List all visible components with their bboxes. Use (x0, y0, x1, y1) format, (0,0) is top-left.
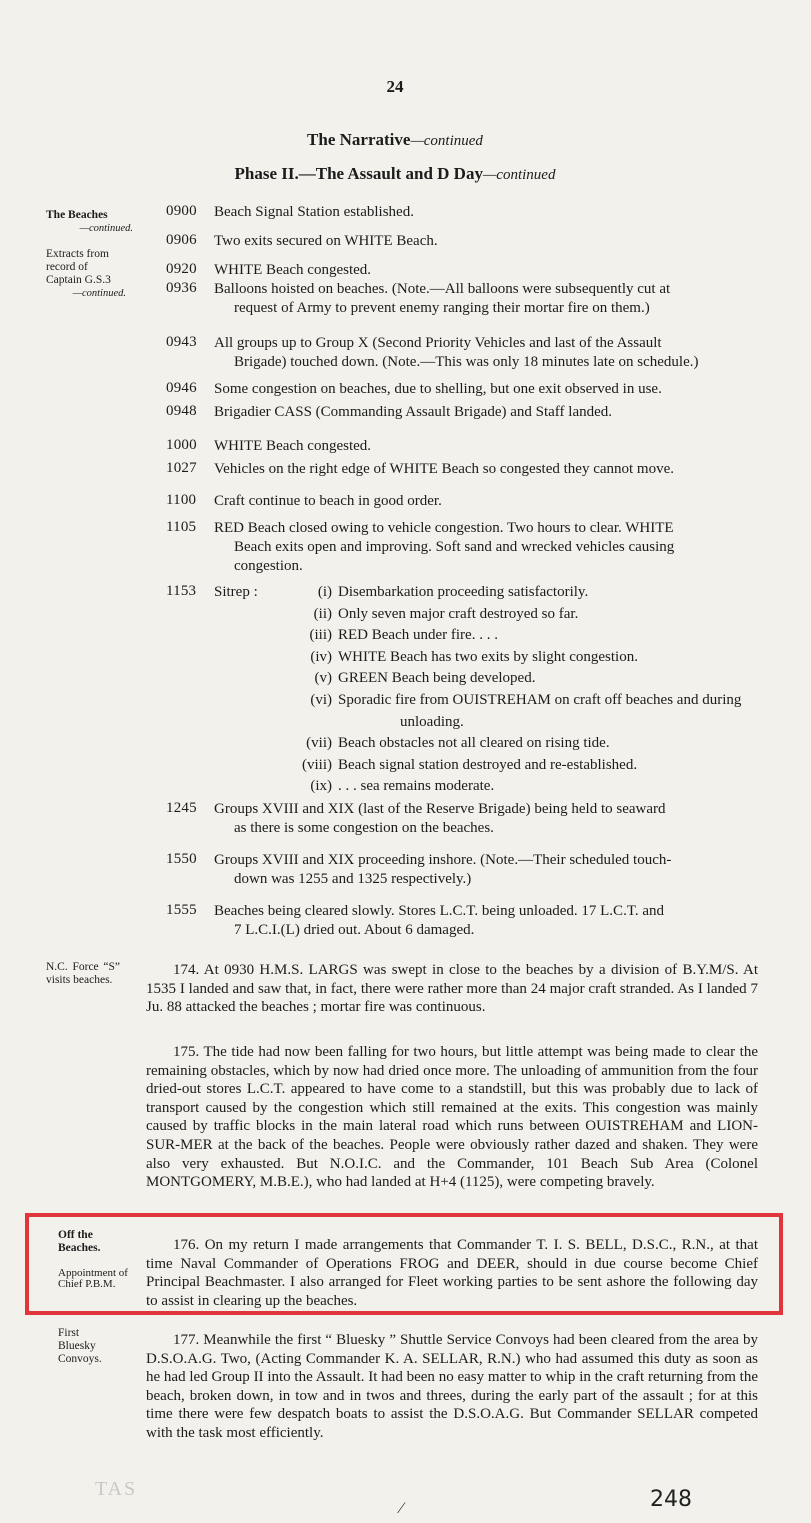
sitrep-item-text: Beach signal station destroyed and re-established. (338, 756, 638, 773)
page-number: 24 (386, 77, 404, 96)
paragraph-174 (146, 961, 758, 1017)
sitrep-item-number: (iii) (309, 627, 332, 644)
margin-note-extracts (46, 248, 126, 300)
log-entry-time: 1555 (166, 902, 197, 918)
footer-page-number: 248 (650, 1487, 692, 1512)
margin-note-extracts-cont: —continued. (72, 288, 126, 299)
sitrep-item (276, 713, 464, 732)
section-heading (0, 130, 790, 150)
log-entry-line: Groups XVIII and XIX (last of the Reserve Brigade) being held to seaward (214, 801, 666, 817)
log-entry-line: WHITE Beach congested. (214, 438, 372, 454)
sitrep-item (214, 734, 610, 753)
log-entry-time: 0943 (166, 334, 197, 350)
log-entry-line: Groups XVIII and XIX proceeding inshore. (Note.—Their scheduled touch- (214, 852, 672, 868)
log-entry-line: Beach Signal Station established. (214, 204, 414, 220)
log-entry-text (214, 280, 759, 318)
sitrep-item-number: (i) (317, 584, 332, 600)
sitrep-item-text: RED Beach under fire. . . . (338, 627, 498, 644)
margin-note-extracts-text: Extracts from record of Captain G.S.3 (46, 248, 111, 286)
sitrep-item (214, 626, 498, 645)
sitrep-label: Sitrep : (214, 584, 258, 600)
log-entry-text (214, 403, 759, 422)
log-entry-line: Craft continue to beach in good order. (214, 493, 442, 509)
margin-note-appointment: Appointment of Chief P.B.M. (58, 1267, 128, 1290)
sitrep-item-number: (vi) (310, 692, 332, 708)
paragraph-175-text: 175. The tide had now been falling for two hours, but little attempt was being made to clear the remaining obstacles, which by now had dried once more. The unloading of ammunition from the four dried-out stores L.C.T. appeared to have come to a standstill, but this was probably due to lack of transport caused by the congestion which still remained at the exits. This congestion was mainly caused by traffic blocks in the main lateral road which runs between OUISTREHAM and LION-SUR-MER at the back of the beaches. People were obviously rather dazed and shaken. They were also very exhausted. But N.O.I.C. and the Commander, 101 Beach Sub Area (Colonel MONTGOMERY, M.B.E.), who had landed at H+4 (1125), were competing bravely. (146, 1044, 758, 1191)
sitrep-item (214, 669, 535, 688)
sitrep-item-text: Beach obstacles not all cleared on rising tide. (338, 735, 610, 752)
footer-stamp: TAS (95, 1478, 138, 1500)
paragraph-175 (146, 1043, 758, 1192)
log-entry-text (214, 437, 759, 456)
sitrep-item-number: (ix) (310, 778, 332, 795)
log-entry-time: 1105 (166, 519, 197, 535)
log-entry-time: 1027 (166, 460, 197, 476)
section-heading-cont: —continued (410, 133, 483, 149)
log-entry-text (214, 261, 759, 280)
log-entry-text (214, 380, 759, 399)
subsection-heading (0, 164, 790, 184)
log-entry-time: 1000 (166, 437, 197, 453)
paragraph-177 (146, 1331, 758, 1443)
sitrep-item-text: Sporadic fire from OUISTREHAM on craft off beaches and during (338, 692, 742, 708)
log-entry-line: WHITE Beach congested. (214, 262, 372, 278)
log-entry-time: 1245 (166, 800, 197, 816)
sitrep-item-number: (ii) (313, 605, 332, 622)
sitrep-item-number: (iv) (310, 648, 332, 665)
log-entry-line: as there is some congestion on the beaches. (234, 820, 494, 836)
sitrep-time: 1153 (166, 583, 197, 599)
sitrep-item-text: WHITE Beach has two exits by slight congestion. (338, 648, 638, 665)
log-entry-text (214, 203, 759, 222)
log-entry-text (214, 492, 759, 511)
log-entry-time: 0920 (166, 261, 197, 277)
margin-note-nc-force: N.C. Force “S” visits beaches. (46, 961, 120, 986)
log-entry-text (214, 460, 759, 479)
margin-note-beaches (46, 209, 141, 235)
footer-tick: ⁄ (400, 1500, 403, 1517)
paragraph-174-text: 174. At 0930 H.M.S. LARGS was swept in close to the beaches by a division of B.Y.M/S. At 1535 I landed and saw that, in fact, there were rather more than 24 major craft stranded. As I landed 7 Ju. 88 attacked the beaches ; mortar fire was continuous. (146, 962, 758, 1016)
sitrep-item-number: (vii) (306, 735, 332, 752)
sitrep-item-number: (v) (314, 670, 332, 687)
sitrep-item-text: unloading. (400, 713, 464, 730)
log-entry-line: Vehicles on the right edge of WHITE Beach so congested they cannot move. (214, 461, 674, 477)
log-entry-time: 0948 (166, 403, 197, 419)
sitrep-item-number: (viii) (302, 756, 332, 773)
sitrep-item-text: . . . sea remains moderate. (338, 778, 495, 795)
sitrep-item-text: Disembarkation proceeding satisfactorily. (338, 584, 589, 600)
log-entry-time: 0936 (166, 280, 197, 296)
log-entry-line: request of Army to prevent enemy ranging their mortar fire on them.) (234, 300, 650, 316)
log-entry-time: 0900 (166, 203, 197, 219)
log-entry-line: RED Beach closed owing to vehicle congestion. Two hours to clear. WHITE (214, 520, 674, 536)
margin-note-beaches-title: The Beaches (46, 209, 108, 221)
log-entry-line: All groups up to Group X (Second Priority Vehicles and last of the Assault (214, 335, 662, 351)
log-entry-line: Brigadier CASS (Commanding Assault Brigade) and Staff landed. (214, 404, 613, 420)
sitrep-item (214, 648, 638, 667)
log-entry-time: 0906 (166, 232, 197, 248)
margin-note-first-bluesky: First Bluesky Convoys. (58, 1327, 102, 1365)
log-entry-line: Brigade) touched down. (Note.—This was only 18 minutes late on schedule.) (234, 354, 699, 370)
log-entry-line: 7 L.C.I.(L) dried out. About 6 damaged. (234, 922, 475, 938)
sitrep-item (214, 756, 637, 775)
subsection-heading-cont: —continued (482, 167, 556, 183)
log-entry-line: Two exits secured on WHITE Beach. (214, 233, 438, 249)
log-entry-text (214, 800, 759, 838)
log-entry-line: Beaches being cleared slowly. Stores L.C.T. being unloaded. 17 L.C.T. and (214, 903, 665, 919)
sitrep-item (214, 691, 741, 710)
margin-note-off-beaches-text: Off the Beaches. (58, 1229, 101, 1254)
log-entry-line: Beach exits open and improving. Soft sand and wrecked vehicles causing (234, 539, 675, 555)
paragraph-176-text: 176. On my return I made arrangements that Commander T. I. S. BELL, D.S.C., R.N., at that time Naval Commander of Operations FROG and DEER, should in due course become Chief Principal Beachmaster. I also arranged for Fleet working parties to be sent ashore the following day to assist in clearing up the beaches. (146, 1237, 758, 1309)
paragraph-177-text: 177. Meanwhile the first “ Bluesky ” Shuttle Service Convoys had been cleared from the area by D.S.O.A.G. Two, (Acting Commander K. A. SELLAR, R.N.) who had assumed this duty as soon as he had led Group II into the Assault. It had been no easy matter to whip in the craft returning from the beach, broken down, in tow and in twos and threes, during the early part of the assault ; for at this time there were few despatch boats to assist the D.S.O.A.G. But Commander SELLAR competed with the task most efficiently. (146, 1332, 758, 1441)
sitrep-item (214, 777, 494, 796)
sitrep-item-text: GREEN Beach being developed. (338, 670, 536, 687)
log-entry-line: Some congestion on beaches, due to shelling, but one exit observed in use. (214, 381, 662, 397)
log-entry-text (214, 902, 759, 940)
sitrep-item (214, 583, 588, 602)
log-entry-text (214, 851, 759, 889)
log-entry-text (214, 334, 759, 372)
highlight-box (25, 1213, 783, 1315)
log-entry-line: down was 1255 and 1325 respectively.) (234, 871, 472, 887)
sitrep-item-text: Only seven major craft destroyed so far. (338, 605, 579, 622)
log-entry-line: Balloons hoisted on beaches. (Note.—All balloons were subsequently cut at (214, 281, 671, 297)
log-entry-time: 1100 (166, 492, 197, 508)
log-entry-time: 1550 (166, 851, 197, 867)
log-entry-line: congestion. (234, 558, 303, 574)
section-heading-main: The Narrative (307, 130, 411, 149)
sitrep-item (214, 605, 578, 624)
margin-note-beaches-cont: —continued. (79, 223, 133, 234)
log-entry-time: 0946 (166, 380, 197, 396)
log-entry-text (214, 232, 759, 251)
subsection-heading-main: Phase II.—The Assault and D Day (234, 164, 483, 183)
log-entry-text (214, 519, 759, 576)
